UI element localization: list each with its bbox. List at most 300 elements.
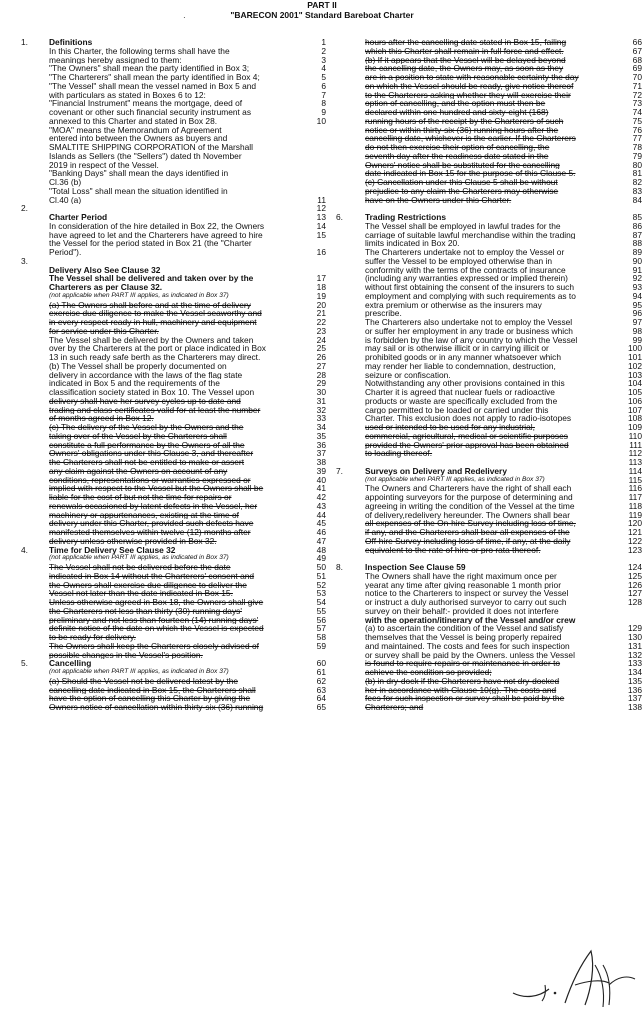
line-text: Owners notice of cancellation within thirty-six (36) running	[49, 703, 264, 712]
text-line	[330, 117, 644, 126]
text-line	[330, 659, 644, 668]
line-text: conformity with the terms of the contracts of insurance	[365, 265, 566, 275]
text-line	[330, 528, 644, 537]
line-text: In this Charter, the following terms shall have the	[49, 46, 230, 56]
text-line	[330, 668, 644, 677]
line-number: 67	[632, 45, 642, 56]
line-text: 13 in such ready safe berth as the Charterers may direct.	[49, 353, 261, 362]
text-line	[0, 659, 330, 668]
text-line	[330, 546, 644, 555]
text-line	[330, 266, 644, 275]
line-text: suffer the Vessel to be employed otherwise than in	[365, 256, 553, 266]
line-text: Owners' notice shall be substituted for the cancelling	[365, 160, 560, 170]
line-number: 121	[628, 527, 642, 537]
line-text: employment and complying with such requirements as to	[365, 291, 576, 301]
line-number: 62	[316, 675, 326, 686]
line-text: products or waste are specifically excluded from the	[365, 396, 558, 406]
line-number: 120	[628, 518, 642, 529]
text-line	[0, 502, 330, 511]
text-line	[0, 677, 330, 686]
line-number: 49	[316, 553, 326, 564]
line-text: cargo permitted to be loaded or carried under this	[365, 405, 549, 415]
line-number: 38	[316, 457, 326, 467]
line-number: 133	[628, 658, 642, 669]
line-number: 103	[628, 369, 642, 380]
text-line	[330, 336, 644, 345]
text-line	[0, 642, 330, 651]
text-line	[330, 126, 644, 135]
line-text: is forbidden by the law of any country to which the Vessel	[365, 335, 578, 345]
line-number: 107	[628, 404, 642, 415]
line-number: 65	[316, 702, 326, 712]
line-text: to the Charterers asking whether they will exercise their	[365, 90, 571, 100]
line-number: 86	[632, 220, 642, 231]
text-line	[0, 651, 330, 660]
line-text: "MOA" means the Memorandum of Agreement	[49, 125, 222, 135]
line-number: 36	[316, 439, 326, 450]
line-number: 129	[628, 623, 642, 634]
line-text: "Total Loss" shall mean the situation identified in	[49, 186, 228, 196]
line-number: 30	[316, 387, 326, 397]
line-text: option of cancelling, and the option must then be	[365, 99, 546, 108]
line-number: 61	[316, 667, 326, 677]
line-text: Cl.36 (b)	[49, 178, 82, 187]
line-number: 34	[316, 422, 326, 432]
line-number: 11	[317, 194, 326, 205]
text-line	[0, 126, 330, 135]
text-line	[0, 537, 330, 546]
text-line	[330, 283, 644, 292]
line-text: The Vessel shall be delivered and taken over by the	[49, 274, 254, 283]
line-text: provided the Owners' prior approval has been obtained	[365, 440, 569, 450]
text-line	[0, 484, 330, 493]
line-text: (a) Should the Vessel not be delivered latest by the	[49, 676, 239, 686]
text-line	[330, 169, 644, 178]
text-line	[0, 283, 330, 292]
line-text: or suffer her employment in any trade or business which	[365, 326, 573, 336]
line-number: 42	[316, 492, 326, 502]
line-text: on which the Vessel should be ready, give notice thereof	[365, 81, 574, 91]
line-text: fees for such inspection or survey shall be paid by the	[365, 694, 565, 703]
line-number: 112	[628, 448, 642, 459]
line-number: 71	[632, 80, 642, 91]
text-line	[330, 213, 644, 222]
text-line	[330, 239, 644, 248]
line-number: 94	[632, 290, 642, 301]
line-text: (not applicable when PART III applies, as indicated in Box 37)	[49, 554, 229, 562]
line-number: 22	[316, 317, 326, 327]
text-line	[330, 178, 644, 187]
text-line	[330, 196, 644, 205]
text-line	[330, 318, 644, 327]
line-number: 33	[316, 413, 326, 424]
line-text: of delivery,redelivery hereunder. The Owners shall bear	[365, 510, 570, 520]
clause-number: 6.	[336, 212, 343, 222]
line-text: The Owners and Charterers have the right of shall each	[365, 484, 572, 493]
line-number: 123	[628, 544, 642, 555]
line-text: Charter it is agreed that nuclear fuels or radioactive	[365, 388, 555, 397]
line-number: 52	[316, 579, 326, 590]
text-line	[0, 362, 330, 371]
text-line	[0, 493, 330, 502]
line-text: The Vessel shall be delivered by the Owners and taken	[49, 335, 254, 345]
text-line	[0, 301, 330, 310]
line-number: 28	[316, 369, 326, 380]
line-number: 101	[628, 352, 642, 362]
line-number: 35	[316, 430, 326, 441]
text-line	[0, 616, 330, 625]
clause-number: 5.	[21, 658, 28, 669]
line-text: constitute a full performance by the Owners of all the	[49, 440, 245, 450]
text-line	[330, 633, 644, 642]
line-text: (not applicable when PART III applies, as indicated in Box 37)	[365, 475, 545, 483]
line-number: 73	[632, 98, 642, 109]
line-number: 84	[632, 194, 642, 205]
text-line	[0, 143, 330, 152]
line-number: 55	[316, 605, 326, 616]
line-text: manifested themselves within twelve (12) months after	[49, 528, 251, 537]
line-number: 63	[316, 684, 326, 695]
text-line	[330, 388, 644, 397]
right-column	[330, 38, 644, 948]
text-line	[0, 318, 330, 327]
line-text: or instruct a duly authorised surveyor to carry out such	[365, 598, 567, 607]
clause-number: 4.	[21, 544, 28, 555]
text-line	[330, 161, 644, 170]
text-line	[330, 152, 644, 161]
text-line	[0, 266, 330, 275]
line-text: extra premium or otherwise as the insurers may	[365, 300, 542, 310]
text-line	[0, 231, 330, 240]
text-line	[330, 642, 644, 651]
text-line	[0, 222, 330, 231]
text-line	[0, 546, 330, 555]
text-line	[330, 204, 644, 213]
line-number: 41	[316, 483, 326, 494]
line-text: Off-hire Survey including loss of time, if any, at the daily	[365, 536, 571, 546]
line-text: The Owners shall have the right maximum once per	[365, 571, 557, 581]
text-line	[330, 537, 644, 546]
text-line	[0, 73, 330, 82]
line-number: 46	[316, 527, 326, 537]
text-line	[0, 563, 330, 572]
line-text: trading and class certificates valid for at least the number	[49, 405, 261, 415]
line-number: 3	[321, 54, 326, 65]
text-line	[330, 458, 644, 467]
text-line	[330, 353, 644, 362]
line-number: 109	[628, 422, 642, 432]
line-text: "The Vessel" shall mean the vessel named in Box 5 and	[49, 81, 257, 91]
line-number: 59	[316, 640, 326, 651]
text-line	[0, 117, 330, 126]
line-number: 76	[632, 124, 642, 135]
line-text: Definitions	[49, 38, 93, 47]
line-number: 17	[316, 273, 326, 284]
text-line	[330, 616, 644, 625]
line-text: delivery shall have her survey cycles up to date and	[49, 396, 241, 406]
text-line	[330, 624, 644, 633]
text-line	[0, 152, 330, 161]
line-text: (a) to ascertain the condition of the Vessel and satisfy	[365, 624, 564, 633]
text-line	[0, 91, 330, 100]
text-line	[330, 493, 644, 502]
clause-number: 7.	[336, 465, 343, 476]
line-number: 27	[316, 360, 326, 371]
text-line	[330, 379, 644, 388]
text-line	[0, 528, 330, 537]
line-text: without first obtaining the consent of the insurers to such	[365, 283, 575, 292]
line-text: (c) Cancellation under this Clause 5 shall be without	[365, 178, 558, 187]
line-number: 85	[632, 212, 642, 222]
text-line	[330, 432, 644, 441]
line-text: have agreed to let and the Charterers have agreed to hire	[49, 230, 263, 240]
text-line	[0, 274, 330, 283]
text-line	[330, 651, 644, 660]
line-text: possible changes in the Vessel's position.	[49, 650, 203, 660]
line-number: 96	[632, 308, 642, 319]
line-text: have the option of cancelling this Charter by giving the	[49, 694, 251, 703]
line-text: The Charterers undertake not to employ the Vessel or	[365, 248, 565, 257]
line-number: 135	[628, 675, 642, 686]
line-number: 20	[316, 299, 326, 310]
text-line	[0, 204, 330, 213]
line-number: 39	[316, 465, 326, 476]
line-number: 91	[632, 264, 642, 275]
line-number: 124	[628, 562, 642, 572]
text-line	[0, 38, 330, 47]
text-line	[0, 607, 330, 616]
line-number: 81	[632, 168, 642, 179]
line-number: 57	[316, 623, 326, 634]
line-text: is found to require repairs or maintenance in order to	[365, 659, 561, 668]
line-text: liable for the cost of but not the time for repairs or	[49, 493, 232, 502]
line-text: (a) The Owners shall before and at the time of delivery	[49, 300, 251, 310]
line-text: The Owners shall keep the Charterers closely advised of	[49, 641, 259, 651]
text-line	[330, 344, 644, 353]
line-number: 113	[628, 457, 642, 467]
line-number: 18	[316, 282, 326, 292]
text-line	[330, 449, 644, 458]
line-text: any claim against the Owners on account of any	[49, 466, 228, 476]
line-number: 50	[316, 562, 326, 572]
line-number: 53	[316, 588, 326, 599]
line-text: (including any warranties expressed or implied therein)	[365, 274, 568, 283]
line-text: the Charterers not less than thirty (30) running days'	[49, 606, 242, 616]
line-number: 7	[321, 89, 326, 100]
text-line	[330, 467, 644, 476]
line-text: Delivery Also See Clause 32	[49, 265, 161, 275]
line-number: 40	[316, 474, 326, 485]
text-line	[330, 248, 644, 257]
line-number: 115	[628, 474, 642, 485]
line-number: 98	[632, 325, 642, 336]
text-line	[0, 467, 330, 476]
line-text: (not applicable when PART III applies, as indicated in Box 37)	[49, 291, 229, 299]
line-number: 79	[632, 150, 642, 161]
line-number: 1	[321, 37, 326, 47]
line-number: 51	[316, 570, 326, 581]
line-number: 127	[628, 588, 642, 599]
text-line	[0, 56, 330, 65]
line-text: notice or within thirty-six (36) running hours after the	[365, 125, 559, 135]
line-text: prejudice to any claim the Charterers may otherwise	[365, 186, 559, 196]
text-line	[0, 633, 330, 642]
line-text: Charter Period	[49, 213, 108, 222]
line-text: Cancelling	[49, 659, 92, 668]
line-number: 44	[316, 509, 326, 520]
line-text: Charterers; and	[365, 703, 424, 712]
line-number: 99	[632, 334, 642, 345]
text-line	[0, 581, 330, 590]
line-text: in every respect ready in hull, machinery and equipment	[49, 318, 257, 327]
text-line	[0, 292, 330, 301]
line-number: 10	[316, 115, 326, 126]
text-line	[0, 432, 330, 441]
line-number: 70	[632, 72, 642, 82]
line-text: date indicated in Box 15 for the purpose of this Clause 5.	[365, 169, 576, 178]
line-text: yearat any time after giving reasonable 1 month prior	[365, 580, 561, 590]
part-label: PART II	[307, 0, 337, 10]
line-number: 82	[632, 177, 642, 187]
line-number: 90	[632, 255, 642, 266]
text-line	[330, 231, 644, 240]
line-text: prohibited goods or in any manner whatsoever which	[365, 353, 561, 362]
line-number: 24	[316, 334, 326, 345]
text-line	[0, 441, 330, 450]
text-line	[0, 336, 330, 345]
line-number: 104	[628, 378, 642, 389]
text-line	[330, 91, 644, 100]
line-number: 136	[628, 684, 642, 695]
text-line	[330, 519, 644, 528]
line-text: (b) The Vessel shall be properly documented on	[49, 361, 227, 371]
line-text: running hours of the receipt by the Charterers of such	[365, 116, 564, 126]
clause-number: 2.	[21, 203, 28, 214]
line-text: The Charterers also undertake not to employ the Vessel	[365, 318, 573, 327]
text-line	[330, 327, 644, 336]
line-number: 80	[632, 159, 642, 170]
line-text: (c) The delivery of the Vessel by the Owners and the	[49, 423, 244, 432]
line-text: commercial, agricultural, medical or scientific purposes	[365, 431, 568, 441]
text-line	[0, 82, 330, 91]
text-line	[0, 598, 330, 607]
line-text: covenant or other such financial security instrument as	[49, 108, 252, 117]
line-number: 117	[628, 492, 642, 502]
text-line	[0, 134, 330, 143]
text-line	[330, 143, 644, 152]
line-text: which this Charter shall remain in full force and effect.	[365, 46, 564, 56]
line-number: 5	[321, 72, 326, 82]
line-number: 32	[316, 404, 326, 415]
line-text: indicated in Box 5 and the requirements of the	[49, 379, 220, 388]
line-text: Trading Restrictions	[365, 213, 446, 222]
text-line	[0, 64, 330, 73]
text-line	[0, 694, 330, 703]
text-line	[0, 327, 330, 336]
text-line	[0, 668, 330, 677]
line-number: 75	[632, 115, 642, 126]
text-line	[330, 686, 644, 695]
line-text: the Charterers shall not be entitled to make or assert	[49, 458, 245, 467]
text-line	[330, 222, 644, 231]
line-number: 134	[628, 667, 642, 677]
text-line	[330, 187, 644, 196]
line-text: delivery under this Charter, provided such defects have	[49, 519, 254, 528]
line-text: (b) If it appears that the Vessel will be delayed beyond	[365, 55, 566, 65]
line-text: appointing surveyors for the purpose of determining and	[365, 493, 573, 502]
text-line	[330, 371, 644, 380]
line-number: 83	[632, 185, 642, 196]
text-line	[330, 134, 644, 143]
text-line	[330, 511, 644, 520]
document-title: "BARECON 2001" Standard Bareboat Charter	[230, 10, 414, 20]
line-text: seventh day after the readiness date stated in the	[365, 151, 549, 161]
line-text: Owners' obligations under this Clause 3, and thereafter	[49, 449, 254, 458]
text-line	[0, 397, 330, 406]
line-text: Inspection See Clause 59	[365, 563, 466, 572]
text-line	[0, 449, 330, 458]
line-number: 119	[628, 509, 642, 520]
line-number: 19	[316, 290, 326, 301]
text-line	[0, 511, 330, 520]
line-number: 88	[632, 238, 642, 249]
text-line	[330, 56, 644, 65]
text-line	[330, 423, 644, 432]
line-text: agreeing in writing the condition of the Vessel at the time	[365, 501, 575, 511]
line-text: may render her liable to condemnation, destruction,	[365, 361, 556, 371]
line-number: 126	[628, 579, 642, 590]
line-number: 6	[321, 80, 326, 91]
line-number: 21	[316, 308, 326, 319]
line-number: 25	[316, 343, 326, 354]
text-line	[330, 257, 644, 266]
text-line	[330, 47, 644, 56]
line-text: carriage of suitable lawful merchandise within the trading	[365, 230, 576, 240]
text-line	[330, 581, 644, 590]
line-text: hours after the cancelling date stated in Box 15, failing	[365, 38, 567, 47]
text-line	[0, 47, 330, 56]
line-text: Cl.40 (a)	[49, 195, 82, 205]
text-line	[330, 502, 644, 511]
page-header	[0, 0, 644, 22]
line-text: machinery or appurtenances, existing at the time of	[49, 510, 239, 520]
text-line	[0, 187, 330, 196]
line-number: 66	[632, 37, 642, 47]
text-line	[0, 624, 330, 633]
text-line	[330, 694, 644, 703]
line-number: 132	[628, 649, 642, 660]
text-line	[0, 196, 330, 205]
text-line	[330, 703, 644, 712]
line-text: cancelling date indicated in Box 15, the Charterers shall	[49, 685, 256, 695]
line-number: 111	[629, 439, 642, 450]
line-number: 97	[632, 317, 642, 327]
line-number: 118	[628, 500, 642, 511]
text-line	[0, 572, 330, 581]
line-text: Charter. This exclusion does not apply to radio-isotopes	[365, 414, 572, 423]
line-number: 9	[321, 107, 326, 117]
line-text: declared within one hundred and sixty-eight (168)	[365, 108, 549, 117]
text-line	[0, 458, 330, 467]
line-text: her in accordance with Clause 10(g). The costs and	[365, 685, 557, 695]
line-text: Notwithstanding any other provisions contained in this	[365, 379, 565, 388]
line-number: 74	[632, 107, 642, 117]
line-number: 54	[316, 597, 326, 607]
line-number: 89	[632, 247, 642, 257]
text-line	[330, 73, 644, 82]
line-text: cancelling date, whichever is the earlier. If the Charterers	[365, 134, 576, 143]
text-line	[330, 64, 644, 73]
